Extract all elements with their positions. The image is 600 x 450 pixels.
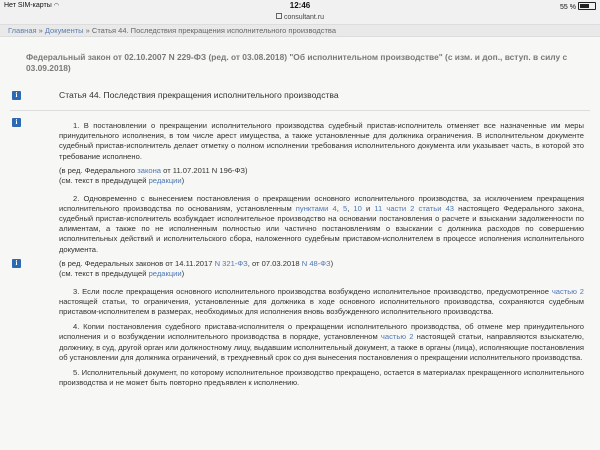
document-body xyxy=(0,52,600,388)
carrier: Нет SIM-карты ◠ xyxy=(4,2,59,9)
url-text: consultant.ru xyxy=(283,14,325,21)
wifi-icon: ◠ xyxy=(53,3,59,9)
text: 4. Копии постановления судебного пристава-исполнителя о прекращении исполнительного производства, об отмене мер принудительного исполнения и о возбуждении исполнительного производства в порядке, установленном xyxy=(59,322,584,342)
info-icon[interactable]: i xyxy=(12,259,21,268)
paragraph-1 xyxy=(10,118,590,162)
ref-link[interactable]: 11 части 2 статьи 43 xyxy=(374,203,455,213)
breadcrumb-home[interactable]: Главная xyxy=(8,26,37,35)
ref-link[interactable]: 5 xyxy=(342,203,348,213)
amendment-note-2 xyxy=(10,259,590,269)
text: 2. Одновременно с вынесением постановления о прекращении основного исполнительного производства, за исключением прекращения исполнительного производства по основаниям, установленным xyxy=(59,193,584,213)
note-text: (см. текст в предыдущей xyxy=(59,176,149,186)
ref-link[interactable]: 10 xyxy=(353,203,362,213)
edition-link[interactable]: редакции xyxy=(148,176,182,186)
battery-icon xyxy=(578,2,596,10)
breadcrumb xyxy=(0,25,600,37)
law-title: Федеральный закон от 02.10.2007 N 229-ФЗ (ред. от 03.08.2018) "Об исполнительном производстве" (с изм. и доп., вступ. в силу с 03.09.2018) xyxy=(26,52,568,73)
law-link[interactable]: N 48-ФЗ xyxy=(301,258,331,268)
amendment-note-2-row xyxy=(10,259,590,269)
lock-icon xyxy=(276,13,282,19)
breadcrumb-separator: » xyxy=(36,26,45,35)
note-text: ) xyxy=(181,176,185,186)
battery-fill xyxy=(580,4,589,8)
text: , xyxy=(336,203,343,213)
info-icon[interactable]: i xyxy=(12,91,21,100)
note-text: ) xyxy=(330,258,334,268)
note-text: (см. текст в предыдущей xyxy=(59,269,149,279)
law-link[interactable]: N 321-ФЗ xyxy=(214,258,248,268)
article-header xyxy=(10,90,590,101)
breadcrumb-documents[interactable]: Документы xyxy=(44,26,84,35)
text: , xyxy=(347,203,354,213)
article-title: Статья 44. Последствия прекращения исполнительного производства xyxy=(59,90,339,100)
paragraph-3 xyxy=(10,287,590,318)
paragraph-5: 5. Исполнительный документ, по которому исполнительное производство прекращено, остается в материалах прекращенного исполнительного производства и не может быть повторно предъявлен к исполнению. xyxy=(59,368,584,388)
breadcrumb-separator: » xyxy=(83,26,92,35)
info-icon[interactable]: i xyxy=(12,118,21,127)
note-text: от 11.07.2011 N 196-ФЗ) xyxy=(161,165,248,175)
note-text: , от 07.03.2018 xyxy=(247,258,302,268)
previous-edition-2 xyxy=(10,269,590,279)
paragraph-2 xyxy=(10,194,590,255)
text: настоящей статьи, то ограничения, установленные для должника в ходе основного исполнительного производства, сохраняются судебным приставом-исполнителем в размерах, необходимых для исполнения вновь возбужденного исполнительного производства. xyxy=(59,296,584,317)
text: и xyxy=(361,203,375,213)
law-link[interactable]: закона xyxy=(137,165,162,175)
text: настоящей статьи, направляются взыскателю, должнику, в суд, другой орган или должностному лицу, выдавшим исполнительный документ, а также в органы (лица), исполняющие постановления об установлении для должника ограничений, в трехдневный срок со дня вынесения постановления о прекращении исполнительного производства. xyxy=(59,332,584,362)
ref-link[interactable]: частью 2 xyxy=(551,286,584,296)
note-text: ) xyxy=(181,269,185,279)
divider xyxy=(10,110,590,111)
previous-edition-1 xyxy=(10,176,590,186)
note-text: (в ред. Федерального xyxy=(59,165,138,175)
note-text: (в ред. Федеральных законов от 14.11.2017 xyxy=(59,258,215,268)
address-bar[interactable] xyxy=(0,13,600,25)
edition-link[interactable]: редакции xyxy=(148,269,182,279)
clock: 12:46 xyxy=(289,1,311,10)
ref-link[interactable]: частью 2 xyxy=(380,332,414,342)
ref-link[interactable]: пунктами 4 xyxy=(295,203,337,213)
paragraph-4 xyxy=(10,322,590,363)
paragraph-1-text: 1. В постановлении о прекращении исполнительного производства судебный пристав-исполнитель отменяет все назначенные им меры принудительного исполнения, в том числе арест имущества, а также установленные для должника ограничения. В исполнительном документе судебный пристав-исполнитель делает отметку о полном исполнении требования исполнительного документа или указывает часть, в которой это требование исполнено. xyxy=(59,121,584,161)
breadcrumb-current: Статья 44. Последствия прекращения исполнительного производства xyxy=(91,26,336,35)
battery-status: 55 % xyxy=(560,2,596,11)
text: настоящего Федерального закона, судебный пристав-исполнитель возбуждает исполнительное производство на основании постановления о расчете и взыскании задолженности по алиментам, а также по не исполненным полностью или частично постановлениям о взыскании с должника расходов по совершению исполнительных действий и исполнительского сбора, наложенного судебным приставом-исполнителем в процессе исполнения исполнительного документа. xyxy=(59,203,584,254)
text: 3. Если после прекращения основного исполнительного производства возбуждено исполнительное производство, предусмотренное xyxy=(73,286,552,296)
amendment-note-1 xyxy=(10,166,590,176)
status-bar xyxy=(0,0,600,13)
